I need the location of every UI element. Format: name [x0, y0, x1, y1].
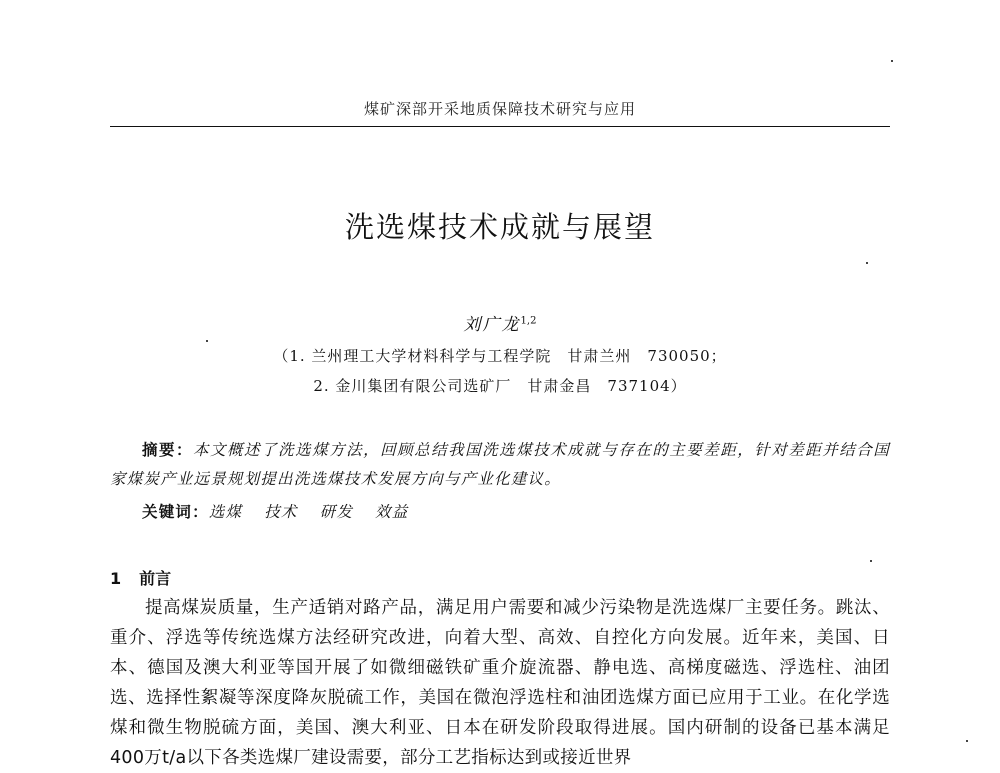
- abstract-label: 摘要：: [142, 441, 194, 459]
- abstract: [110, 436, 890, 494]
- running-header: 煤矿深部开采地质保障技术研究与应用: [363, 100, 636, 118]
- abstract-text: 本文概述了洗选煤方法，回顾总结我国洗选煤技术成就与存在的主要差距，针对差距并结合国家煤炭产业远景规划提出洗选煤技术发展方向与产业化建议。: [110, 441, 891, 488]
- scan-speck: [870, 560, 872, 562]
- scan-speck: [966, 740, 968, 742]
- keywords-label: 关键词：: [142, 503, 209, 521]
- affiliation-1: （1. 兰州理工大学材料科学与工程学院 甘肃兰州 730050；: [273, 347, 727, 365]
- keyword: 效益: [375, 503, 409, 521]
- keyword: 研发: [319, 503, 354, 521]
- scan-speck: [866, 262, 868, 264]
- section-title: 前言: [139, 569, 172, 588]
- scan-speck: [891, 60, 893, 62]
- scan-speck: [206, 340, 208, 342]
- author-name: 刘广龙: [463, 315, 521, 335]
- author-line: [110, 310, 890, 335]
- section-number: 1: [110, 569, 122, 588]
- keyword: 选煤: [208, 503, 243, 521]
- author-affiliation-marks: 1,2: [520, 315, 537, 327]
- keyword: 技术: [264, 503, 298, 521]
- affiliation-2: 2. 金川集团有限公司选矿厂 甘肃金昌 737104）: [313, 377, 687, 395]
- keywords: [142, 500, 430, 522]
- section-heading: [110, 566, 171, 589]
- paper-title: 洗选煤技术成就与展望: [344, 210, 655, 244]
- header-rule: [110, 126, 890, 127]
- section-body-paragraph: 提高煤炭质量，生产适销对路产品，满足用户需要和减少污染物是洗选煤厂主要任务。跳汰、重介、浮选等传统选煤方法经研究改进，向着大型、高效、自控化方向发展。近年来，美国、日本、德国及澳大利亚等国开展了如微细磁铁矿重介旋流器、静电选、高梯度磁选、浮选柱、油团选、选择性絮凝等深度降灰脱硫工作，美国在微泡浮选柱和油团选煤方面已应用于工业。在化学选煤和微生物脱硫方面，美国、澳大利亚、日本在研发阶段取得进展。国内研制的设备已基本满足400万t/a以下各类选煤厂建设需要，部分工艺指标达到或接近世界: [110, 598, 890, 768]
